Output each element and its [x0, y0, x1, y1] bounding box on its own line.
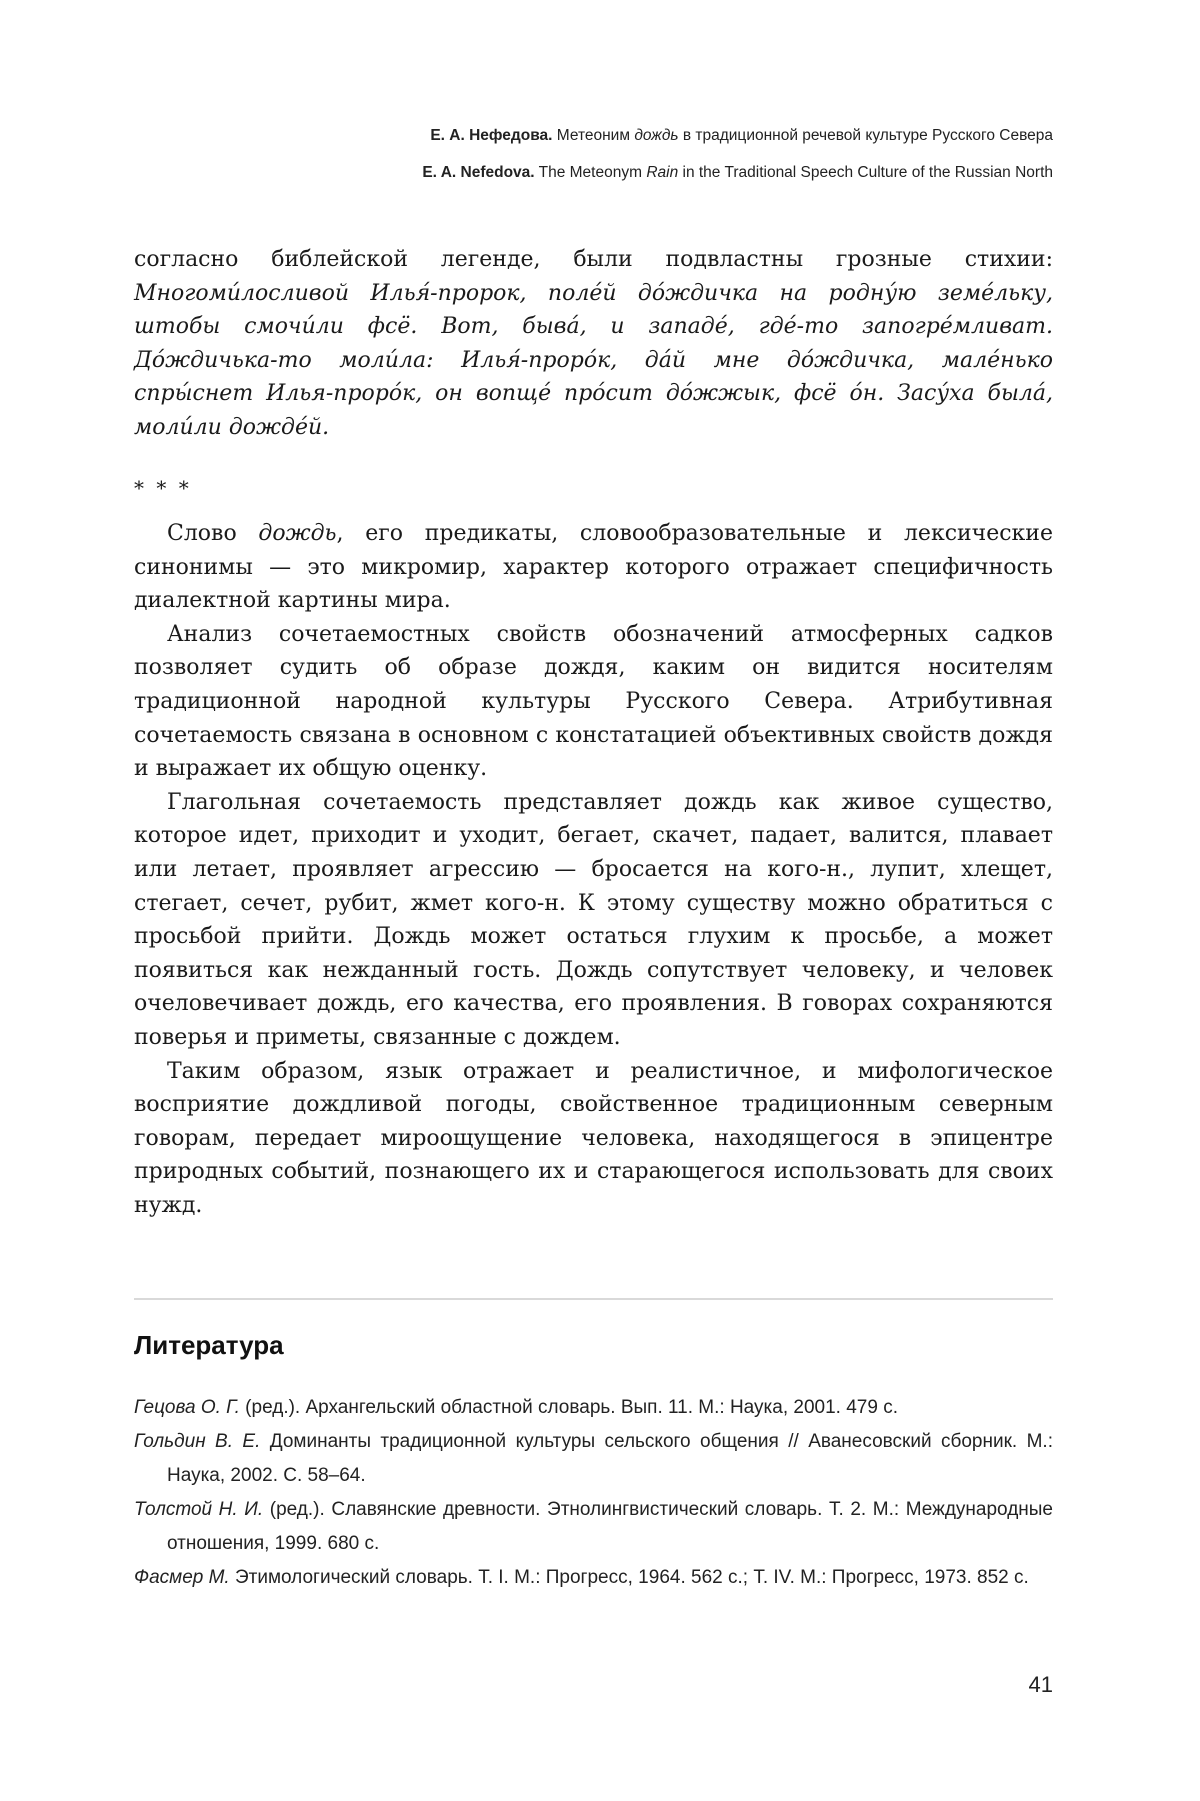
- reference-list: [134, 1391, 1053, 1595]
- paragraph-1-word: дождь: [258, 521, 337, 546]
- paragraph-1-post: , его предикаты, словообразовательные и лексические синонимы — это микромир, характер которого отражает специфичность диалектной картины мира.: [134, 521, 1053, 614]
- running-head-en-title-word: Rain: [646, 164, 679, 181]
- reference-author: Фасмер М.: [134, 1567, 230, 1588]
- running-head-en-title-post: in the Traditional Speech Culture of the Russian North: [678, 164, 1053, 181]
- reference-item: [134, 1493, 1053, 1561]
- paragraph-3: Глагольная сочетаемость представляет дождь как живое существо, которое идет, приходит и уходит, бегает, скачет, падает, валится, плавает или летает, проявляет агрессию — бросается на кого-н., лупит, хлещет, стегает, сечет, рубит, жмет кого-н. К этому существу можно обратиться с просьбой прийти. Дождь может остаться глухим к просьбе, а может появиться как нежданный гость. Дождь сопутствует человеку, и человек очеловечивает дождь, его качества, его проявления. В говорах сохраняются поверья и приметы, связанные с дождем.: [134, 789, 1053, 1050]
- page-number: 41: [1028, 1672, 1053, 1697]
- reference-item: [134, 1425, 1053, 1493]
- reference-author: Толстой Н. И.: [134, 1499, 264, 1520]
- quote-lead: согласно библейской легенде, были подвластны грозные стихии:: [134, 247, 1053, 272]
- reference-text: (ред.). Славянские древности. Этнолингвистический словарь. Т. 2. М.: Международные отношения, 1999. 680 с.: [167, 1499, 1054, 1554]
- running-head-ru-author: Е. А. Нефедова.: [430, 127, 553, 144]
- running-head-en-title-pre: The Meteonym: [534, 164, 647, 181]
- conclusion-section: [134, 517, 1053, 1222]
- reference-text: (ред.). Архангельский областной словарь. Вып. 11. М.: Наука, 2001. 479 с.: [239, 1397, 898, 1418]
- reference-text: Доминанты традиционной культуры сельского общения // Аванесовский сборник. М.: Наука, 2002. С. 58–64.: [167, 1431, 1053, 1486]
- paragraph-2: Анализ сочетаемостных свойств обозначений атмосферных садков позволяет судить об образе дождя, каким он видится носителям традиционной народной культуры Русского Севера. Атрибутивная сочетаемость связана в основном с констатацией объективных свойств дождя и выражает их общую оценку.: [134, 621, 1053, 782]
- quote-paragraph-text: [134, 243, 1053, 445]
- reference-item: [134, 1391, 1053, 1425]
- quote-paragraph: [134, 243, 1053, 445]
- running-head-ru-title-word: дождь: [634, 127, 679, 144]
- running-head-russian: [134, 127, 1053, 145]
- reference-author: Гецова О. Г.: [134, 1397, 240, 1418]
- running-head-ru-title-post: в традиционной речевой культуре Русского Севера: [678, 127, 1053, 144]
- paragraph-1: [134, 517, 1053, 618]
- paragraph-4: Таким образом, язык отражает и реалистичное, и мифологическое восприятие дождливой погоды, свойственное традиционным северным говорам, передает мироощущение человека, находящегося в эпицентре природных событий, познающего их и старающегося использовать для своих нужд.: [134, 1058, 1053, 1218]
- literature-heading: Литература: [134, 1330, 284, 1360]
- section-separator: * * *: [134, 476, 192, 500]
- running-head-english: [134, 164, 1053, 182]
- reference-item: [134, 1561, 1053, 1595]
- running-head-ru-title-pre: Метеоним: [552, 127, 635, 144]
- paragraph-1-pre: Слово: [167, 521, 259, 546]
- section-divider: [134, 1298, 1053, 1300]
- running-head-en-author: E. A. Nefedova.: [422, 164, 535, 181]
- reference-text: Этимологический словарь. Т. I. М.: Прогресс, 1964. 562 с.; Т. IV. М.: Прогресс, 1973. 852 с.: [229, 1567, 1029, 1588]
- reference-author: Гольдин В. Е.: [134, 1431, 261, 1452]
- dialect-quote: Многоми́лосливой Илья́-пророк, поле́й до́ждичка на родну́ю земе́льку, штобы смочи́ли фсё. Вот, быва́, и западе́, где́-то запогре́мливат. До́ждичька-то моли́ла: Илья́-проро́к, да́й мне до́ждичка, мале́нько спры́снет Илья-проро́к, он вопще́ про́сит до́жжык, фсё о́н. Засу́ха была́, моли́ли дожде́й.: [134, 280, 1053, 440]
